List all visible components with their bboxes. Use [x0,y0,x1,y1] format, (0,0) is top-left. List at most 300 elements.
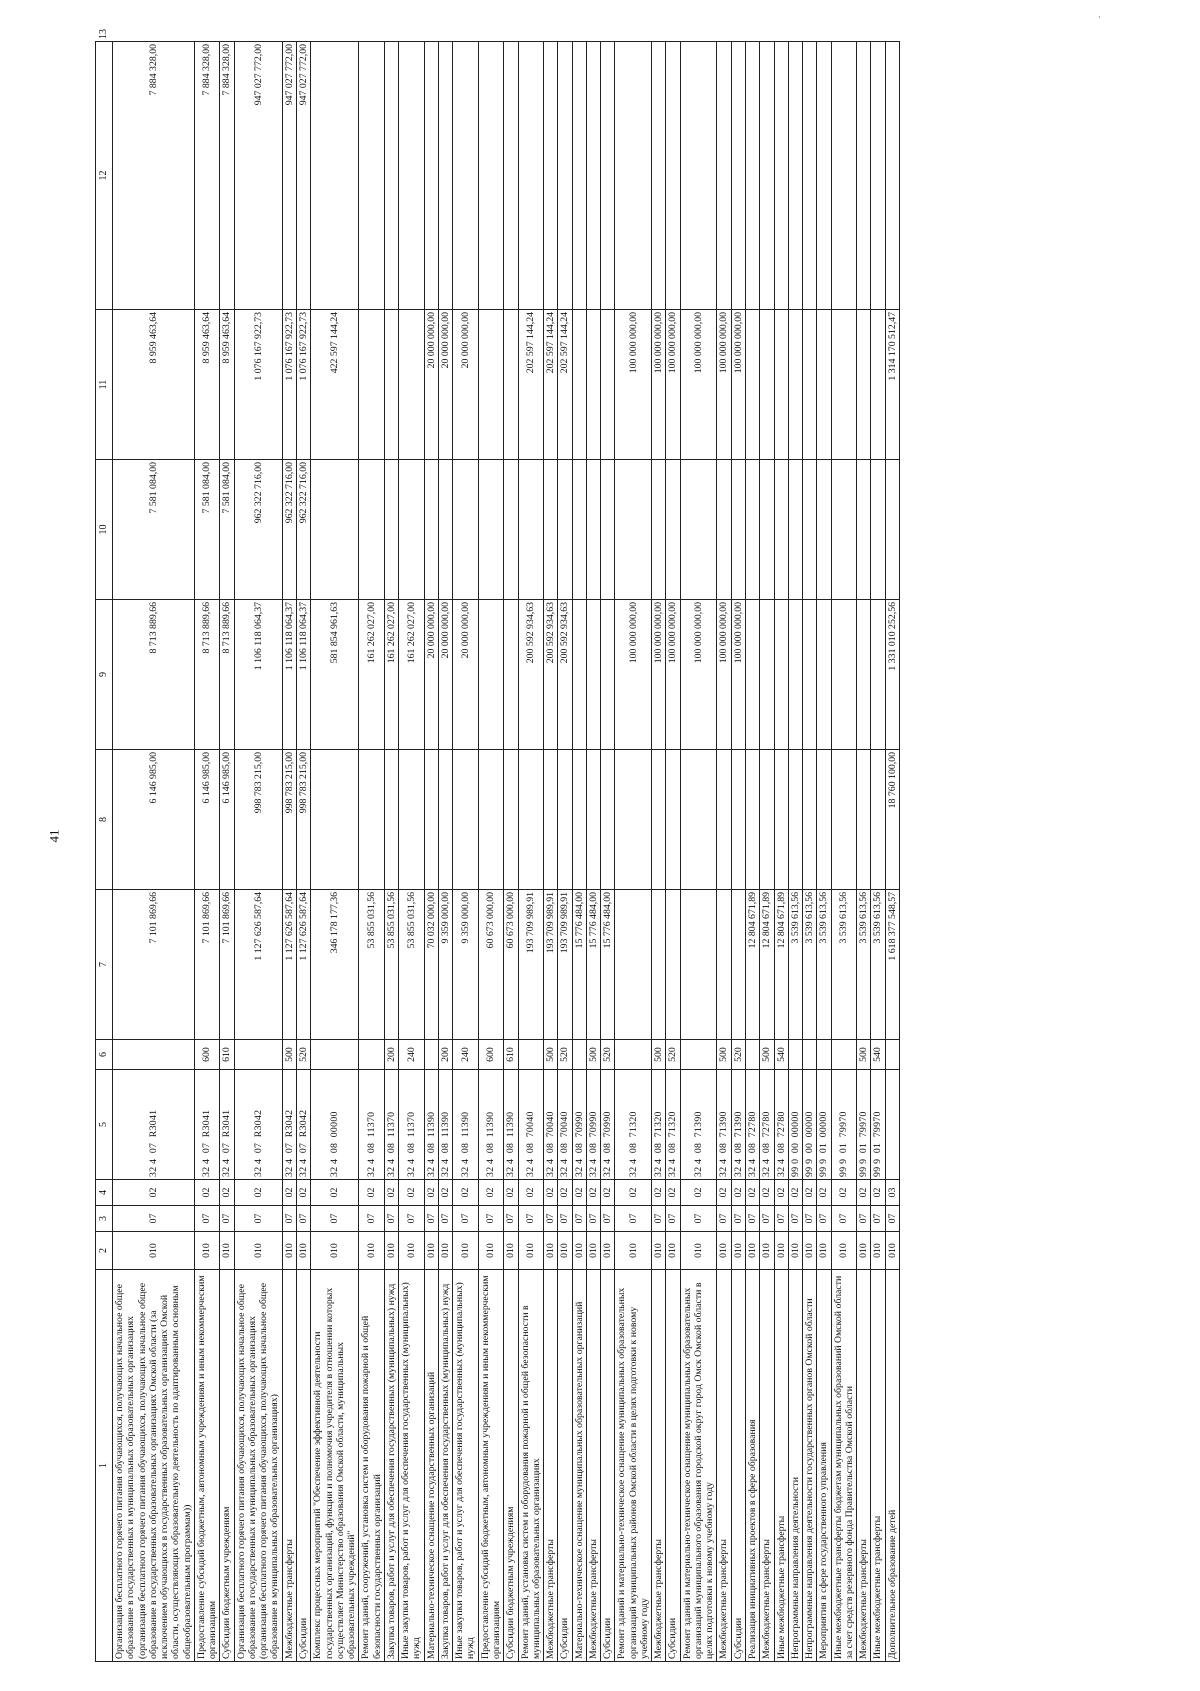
code-section: 07 [717,1206,731,1232]
row-name: Межбюджетные трансферты [652,1270,666,1662]
amount-col-13 [717,42,731,310]
amount-col-13 [558,42,572,310]
amount-col-11: 7 581 084,00 [194,460,220,600]
amount-col-12 [803,310,817,460]
amount-col-9 [601,750,615,890]
amount-col-12 [399,310,425,460]
amount-col-8 [717,890,731,1040]
code-subsection: 02 [478,1180,504,1206]
code-subsection: 02 [359,1180,385,1206]
amount-col-10 [760,600,774,750]
amount-col-12 [788,310,802,460]
amount-col-13 [384,42,398,310]
table-row [586,42,600,1662]
col-header-2: 2 [96,1232,113,1270]
code-subsection: 02 [680,1180,717,1206]
amount-col-10: 20 000 000,00 [453,600,479,750]
code-ministry: 010 [746,1232,760,1270]
amount-col-9 [760,750,774,890]
amount-col-8: 12 804 671,89 [760,890,774,1040]
amount-col-12 [831,310,857,460]
amount-col-12 [586,310,600,460]
amount-col-10 [857,600,871,750]
amount-col-11 [518,460,544,600]
code-section: 07 [831,1206,857,1232]
row-name: Субсидии бюджетным учреждениям [504,1270,518,1662]
amount-col-8: 9 359 000,00 [453,890,479,1040]
col-header-5: 5 [96,1070,113,1180]
row-name: Межбюджетные трансферты [282,1270,296,1662]
code-expense-type [113,1040,195,1070]
page-number: 41 [46,829,62,843]
amount-col-9 [857,750,871,890]
amount-col-11 [817,460,831,600]
amount-col-11 [399,460,425,600]
amount-col-12 [774,310,788,460]
code-subsection: 02 [652,1180,666,1206]
code-subsection: 02 [504,1180,518,1206]
amount-col-9 [558,750,572,890]
table-row [544,42,558,1662]
code-ministry: 010 [601,1232,615,1270]
code-subsection: 02 [586,1180,600,1206]
code-target-article: 32 4 08 71320 [615,1070,652,1180]
amount-col-8 [652,890,666,1040]
code-target-article: 32 4 07 R3041 [113,1070,195,1180]
code-section: 07 [384,1206,398,1232]
code-expense-type: 500 [857,1040,871,1070]
amount-col-11 [453,460,479,600]
code-section: 07 [359,1206,385,1232]
code-section: 07 [817,1206,831,1232]
code-section: 07 [478,1206,504,1232]
code-ministry: 010 [717,1232,731,1270]
row-name: Организация бесплатного горячего питания обучающихся, получающих начальное общее образование в государственных и муниципальных образовательных организациях (организация бесплатного горячего питания обучающихся, получающих начальное общее образование в муниципальных образовательных организациях) [234,1270,282,1662]
code-target-article: 32 4 08 71390 [717,1070,731,1180]
code-section: 07 [803,1206,817,1232]
amount-col-12: 422 597 144,24 [311,310,359,460]
amount-col-9 [831,750,857,890]
table-row [746,42,760,1662]
code-ministry: 010 [194,1232,220,1270]
amount-col-10: 200 592 934,63 [518,600,544,750]
code-expense-type [572,1040,586,1070]
amount-col-10 [504,600,518,750]
row-name: Ремонт зданий, установка систем и оборудования пожарной и общей безопасности в муниципальных образовательных организациях [518,1270,544,1662]
code-ministry: 010 [453,1232,479,1270]
row-name: Иные межбюджетные трансферты бюджетам муниципальных образований Омской области за счет средств резервного фонда Правительства Омской области [831,1270,857,1662]
amount-col-11 [424,460,438,600]
amount-col-12: 20 000 000,00 [453,310,479,460]
code-subsection: 02 [731,1180,745,1206]
amount-col-10 [774,600,788,750]
amount-col-10: 161 262 027,00 [399,600,425,750]
code-expense-type [885,1040,899,1070]
amount-col-13 [871,42,885,310]
amount-col-9 [544,750,558,890]
row-name: Мероприятия в сфере государственного управления [817,1270,831,1662]
table-row [424,42,438,1662]
amount-col-12 [601,310,615,460]
table-row [817,42,831,1662]
code-section: 07 [885,1206,899,1232]
amount-col-8: 9 359 000,00 [438,890,452,1040]
code-ministry: 010 [731,1232,745,1270]
code-ministry: 010 [113,1232,195,1270]
table-row [760,42,774,1662]
amount-col-12: 202 597 144,24 [558,310,572,460]
amount-col-13: 7 884 328,00 [194,42,220,310]
code-section: 07 [601,1206,615,1232]
code-ministry: 010 [760,1232,774,1270]
code-ministry: 010 [399,1232,425,1270]
code-ministry: 010 [680,1232,717,1270]
code-ministry: 010 [857,1232,871,1270]
amount-col-11 [885,460,899,600]
row-name: Организация бесплатного горячего питания обучающихся, получающих начальное общее образование в государственных и муниципальных образовательных организациях (организация бесплатного горячего питания обучающихся, получающих начальное общее образование в государственных образовательных организациях Омской области (за исключением обучающихся в государственных образовательных организациях Омской области, осуществляющих образовательную деятельность по адаптированным основным общеобразовательным программам)) [113,1270,195,1662]
code-subsection: 02 [760,1180,774,1206]
table-row [666,42,680,1662]
amount-col-9: 998 783 215,00 [296,750,310,890]
code-expense-type [424,1040,438,1070]
code-section: 07 [731,1206,745,1232]
amount-col-11: 962 322 716,00 [234,460,282,600]
code-expense-type: 600 [194,1040,220,1070]
amount-col-10 [478,600,504,750]
amount-col-10: 100 000 000,00 [615,600,652,750]
code-expense-type: 520 [296,1040,310,1070]
row-name: Непрограммные направления деятельности государственных органов Омской области [803,1270,817,1662]
code-ministry: 010 [220,1232,234,1270]
code-subsection: 02 [857,1180,871,1206]
code-ministry: 010 [817,1232,831,1270]
amount-col-8: 70 032 000,00 [424,890,438,1040]
code-subsection: 02 [774,1180,788,1206]
amount-col-12 [359,310,385,460]
amount-col-13 [857,42,871,310]
amount-col-9: 6 146 985,00 [194,750,220,890]
code-subsection: 02 [803,1180,817,1206]
table-row [194,42,220,1662]
code-ministry: 010 [478,1232,504,1270]
code-expense-type: 610 [504,1040,518,1070]
code-section: 07 [572,1206,586,1232]
amount-col-12: 1 076 167 922,73 [282,310,296,460]
amount-col-10 [586,600,600,750]
table-body [113,42,900,1662]
amount-col-13 [572,42,586,310]
col-header-4: 4 [96,1180,113,1206]
amount-col-10: 200 592 934,63 [558,600,572,750]
amount-col-11 [601,460,615,600]
code-target-article: 32 4 08 70990 [572,1070,586,1180]
code-ministry: 010 [544,1232,558,1270]
table-row [438,42,452,1662]
code-section: 07 [453,1206,479,1232]
table-row [220,42,234,1662]
amount-col-11 [572,460,586,600]
table-row [572,42,586,1662]
row-name: Субсидии [296,1270,310,1662]
amount-col-11 [544,460,558,600]
amount-col-9: 998 783 215,00 [234,750,282,890]
table-row [831,42,857,1662]
amount-col-13 [586,42,600,310]
code-section: 07 [788,1206,802,1232]
amount-col-10 [803,600,817,750]
code-expense-type: 240 [453,1040,479,1070]
amount-col-9 [453,750,479,890]
amount-col-10: 8 713 889,66 [194,600,220,750]
code-subsection: 02 [717,1180,731,1206]
table-row [478,42,504,1662]
amount-col-12: 1 076 167 922,73 [234,310,282,460]
code-expense-type: 500 [760,1040,774,1070]
table-row [113,42,195,1662]
code-ministry: 010 [359,1232,385,1270]
code-target-article: 99 9 01 79970 [831,1070,857,1180]
amount-col-13 [746,42,760,310]
code-ministry: 010 [788,1232,802,1270]
code-target-article [885,1070,899,1180]
code-subsection: 02 [544,1180,558,1206]
amount-col-12: 202 597 144,24 [544,310,558,460]
amount-col-8 [731,890,745,1040]
amount-col-12 [504,310,518,460]
row-name: Предоставление субсидий бюджетным, автономным учреждениям и иным некоммерческим организациям [194,1270,220,1662]
col-header-12: 12 [96,42,113,310]
code-section: 07 [518,1206,544,1232]
code-expense-type [311,1040,359,1070]
amount-col-11 [803,460,817,600]
code-subsection: 02 [438,1180,452,1206]
col-header-8: 8 [96,750,113,890]
amount-col-13: 947 027 772,00 [296,42,310,310]
amount-col-13 [359,42,385,310]
amount-col-10: 1 331 010 252,56 [885,600,899,750]
amount-col-13 [399,42,425,310]
table-row [803,42,817,1662]
table-row [680,42,717,1662]
margin-mark: · [1098,12,1101,22]
amount-col-9 [359,750,385,890]
row-name: Дополнительное образование детей [885,1270,899,1662]
amount-col-9 [478,750,504,890]
col-header-11: 11 [96,310,113,460]
amount-col-8: 15 776 484,00 [586,890,600,1040]
code-target-article: 32 4 08 70990 [586,1070,600,1180]
code-expense-type [831,1040,857,1070]
code-target-article: 99 9 00 00000 [803,1070,817,1180]
code-ministry: 010 [518,1232,544,1270]
code-expense-type: 520 [666,1040,680,1070]
amount-col-10 [871,600,885,750]
code-expense-type: 520 [558,1040,572,1070]
code-target-article: 32 4 08 71390 [731,1070,745,1180]
code-target-article: 32 4 08 72780 [746,1070,760,1180]
code-expense-type: 520 [731,1040,745,1070]
row-name: Предоставление субсидий бюджетным, автономным учреждениям и иным некоммерческим организациям [478,1270,504,1662]
code-section: 07 [652,1206,666,1232]
table-row [615,42,652,1662]
code-ministry: 010 [615,1232,652,1270]
amount-col-9 [424,750,438,890]
amount-col-8: 12 804 671,89 [774,890,788,1040]
row-name: Субсидии [731,1270,745,1662]
amount-col-12 [871,310,885,460]
code-ministry: 010 [282,1232,296,1270]
amount-col-8: 15 776 484,00 [601,890,615,1040]
amount-col-9 [652,750,666,890]
code-ministry: 010 [504,1232,518,1270]
code-subsection: 02 [831,1180,857,1206]
code-target-article: 32 4 07 R3041 [220,1070,234,1180]
amount-col-10: 1 106 118 064,37 [282,600,296,750]
amount-col-8: 193 709 989,91 [558,890,572,1040]
amount-col-10 [831,600,857,750]
amount-col-13 [831,42,857,310]
row-name: Иные межбюджетные трансферты [774,1270,788,1662]
row-name: Иные закупки товаров, работ и услуг для обеспечения государственных (муниципальных) нужд [399,1270,425,1662]
code-ministry: 010 [384,1232,398,1270]
amount-col-11 [558,460,572,600]
table-row [652,42,666,1662]
amount-col-11: 7 581 084,00 [220,460,234,600]
row-name: Субсидии [558,1270,572,1662]
row-name: Комплекс процессных мероприятий "Обеспечение эффективной деятельности государственных организаций, функции и полномочия учредителя в отношении которых осуществляет Министерство образования Омской области, муниципальных образовательных учреждений" [311,1270,359,1662]
amount-col-13 [438,42,452,310]
amount-col-10: 161 262 027,00 [384,600,398,750]
amount-col-13 [774,42,788,310]
row-name: Закупка товаров, работ и услуг для обеспечения государственных (муниципальных) нужд [384,1270,398,1662]
amount-col-13 [504,42,518,310]
code-subsection: 02 [871,1180,885,1206]
amount-col-8: 1 127 626 587,64 [234,890,282,1040]
amount-col-12: 8 959 463,64 [220,310,234,460]
code-section: 07 [399,1206,425,1232]
amount-col-11 [586,460,600,600]
code-target-article: 32 4 07 R3042 [234,1070,282,1180]
code-target-article: 32 4 08 00000 [311,1070,359,1180]
table-row [359,42,385,1662]
amount-col-12: 100 000 000,00 [717,310,731,460]
code-subsection: 02 [384,1180,398,1206]
amount-col-13 [453,42,479,310]
code-ministry: 010 [438,1232,452,1270]
amount-col-12: 100 000 000,00 [731,310,745,460]
amount-col-13 [424,42,438,310]
budget-table [95,29,900,1662]
row-name: Субсидии [666,1270,680,1662]
row-name: Непрограммные направления деятельности [788,1270,802,1662]
amount-col-9: 6 146 985,00 [220,750,234,890]
amount-col-8: 1 618 377 548,57 [885,890,899,1040]
table-row [504,42,518,1662]
amount-col-9 [871,750,885,890]
table-row [558,42,572,1662]
amount-col-8: 60 673 000,00 [504,890,518,1040]
amount-col-9: 6 146 985,00 [113,750,195,890]
row-name: Материально-техническое оснащение государственных организаций [424,1270,438,1662]
amount-col-10: 581 854 961,63 [311,600,359,750]
code-subsection: 02 [615,1180,652,1206]
code-expense-type: 600 [478,1040,504,1070]
row-name: Межбюджетные трансферты [760,1270,774,1662]
amount-col-12 [746,310,760,460]
code-subsection: 02 [558,1180,572,1206]
amount-col-10: 100 000 000,00 [731,600,745,750]
code-ministry: 010 [666,1232,680,1270]
code-section: 07 [760,1206,774,1232]
code-target-article: 32 4 08 11370 [359,1070,385,1180]
code-expense-type [788,1040,802,1070]
code-subsection: 02 [113,1180,195,1206]
amount-col-8: 7 101 869,66 [220,890,234,1040]
code-expense-type [615,1040,652,1070]
code-target-article: 32 4 08 71320 [652,1070,666,1180]
amount-col-13 [803,42,817,310]
code-target-article: 32 4 08 11390 [453,1070,479,1180]
amount-col-11 [857,460,871,600]
code-subsection: 02 [746,1180,760,1206]
row-name: Материально-техническое оснащение муниципальных образовательных организаций [572,1270,586,1662]
amount-col-10 [817,600,831,750]
table-row [788,42,802,1662]
amount-col-12: 20 000 000,00 [438,310,452,460]
code-section: 07 [296,1206,310,1232]
amount-col-9 [817,750,831,890]
code-expense-type [746,1040,760,1070]
amount-col-12: 8 959 463,64 [113,310,195,460]
code-section: 07 [113,1206,195,1232]
code-section: 07 [746,1206,760,1232]
amount-col-11 [359,460,385,600]
amount-col-9 [803,750,817,890]
amount-col-11 [504,460,518,600]
code-subsection: 03 [885,1180,899,1206]
code-expense-type: 500 [717,1040,731,1070]
row-name: Иные закупки товаров, работ и услуг для обеспечения государственных (муниципальных) нужд [453,1270,479,1662]
code-ministry: 010 [234,1232,282,1270]
code-section: 07 [586,1206,600,1232]
code-section: 07 [234,1206,282,1232]
code-target-article: 32 4 07 R3041 [194,1070,220,1180]
amount-col-11 [384,460,398,600]
amount-col-9 [586,750,600,890]
amount-col-13 [652,42,666,310]
rotated-table-container [95,29,1065,1662]
code-ministry: 010 [424,1232,438,1270]
code-expense-type: 500 [544,1040,558,1070]
code-section: 07 [871,1206,885,1232]
code-expense-type: 520 [601,1040,615,1070]
code-target-article: 32 4 08 70040 [558,1070,572,1180]
amount-col-8 [666,890,680,1040]
amount-col-12: 100 000 000,00 [666,310,680,460]
amount-col-10: 161 262 027,00 [359,600,385,750]
code-target-article: 32 4 07 R3042 [282,1070,296,1180]
table-row [871,42,885,1662]
code-subsection: 02 [453,1180,479,1206]
code-expense-type: 610 [220,1040,234,1070]
amount-col-8: 346 178 177,36 [311,890,359,1040]
amount-col-10 [746,600,760,750]
code-subsection: 02 [518,1180,544,1206]
code-ministry: 010 [803,1232,817,1270]
amount-col-9 [399,750,425,890]
code-target-article: 32 4 08 70040 [544,1070,558,1180]
amount-col-12: 100 000 000,00 [652,310,666,460]
